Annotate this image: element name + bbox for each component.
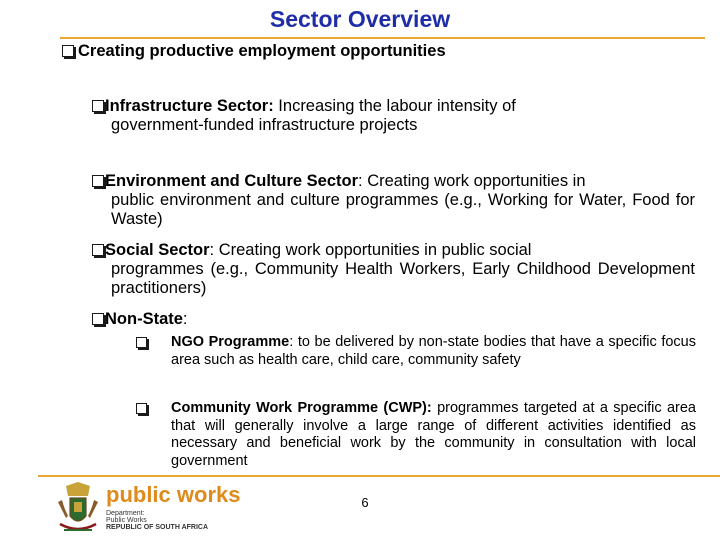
bullet-infrastructure bbox=[92, 97, 695, 135]
bullet-label: Non-State bbox=[105, 310, 183, 328]
bullet-text: : bbox=[182, 310, 188, 328]
checkbox-bullet-icon bbox=[92, 100, 104, 112]
bullet-text-continued: public environment and culture programmes (e.g., Working for Water, Food for Waste) bbox=[111, 191, 695, 228]
bullet-text-continued: government-funded infrastructure projects bbox=[111, 116, 418, 134]
title-divider bbox=[60, 37, 705, 39]
subbullet-text: : to be delivered by non-state bodies that have a specific focus area such as health care, child care, community safety bbox=[171, 334, 696, 368]
page-number: 6 bbox=[361, 495, 369, 510]
slide-title: Sector Overview bbox=[269, 6, 451, 32]
bullet-text: Increasing the labour intensity of bbox=[273, 97, 516, 115]
checkbox-bullet-icon bbox=[62, 45, 74, 57]
bullet-label: Social Sector bbox=[105, 241, 210, 259]
checkbox-bullet-icon bbox=[136, 403, 147, 414]
bullet-environment bbox=[92, 172, 695, 229]
brand-country: REPUBLIC OF SOUTH AFRICA bbox=[106, 524, 209, 531]
bullet-text-continued: programmes (e.g., Community Health Workers, Early Childhood Development practitioners) bbox=[111, 260, 695, 297]
subbullet-body bbox=[171, 334, 696, 369]
subbullet-cwp bbox=[136, 400, 696, 470]
bullet-non-state bbox=[92, 310, 695, 329]
brand-department: Department: bbox=[106, 510, 145, 517]
checkbox-bullet-icon bbox=[92, 244, 104, 256]
bullet-label: Environment and Culture Sector bbox=[105, 172, 359, 190]
subbullet-label: Community Work Programme (CWP): bbox=[171, 400, 432, 416]
brand-department-name: Public Works bbox=[106, 517, 147, 524]
main-heading bbox=[62, 42, 446, 61]
bullet-label: Infrastructure Sector: bbox=[105, 97, 274, 115]
checkbox-bullet-icon bbox=[92, 313, 104, 325]
bullet-text: : Creating work opportunities in public social bbox=[209, 241, 532, 259]
subbullet-ngo-programme bbox=[136, 334, 696, 369]
checkbox-bullet-icon bbox=[136, 337, 147, 348]
subbullet-body bbox=[171, 400, 696, 470]
bullet-text: : Creating work opportunities in bbox=[358, 172, 586, 190]
footer-divider bbox=[38, 475, 720, 477]
main-heading-text: Creating productive employment opportunities bbox=[78, 42, 446, 60]
subbullet-text: programmes targeted at a specific area that will generally involve a large range of different activities identified as necessary and beneficial work by the community in consultation with local government bbox=[171, 400, 696, 469]
bullet-social bbox=[92, 241, 695, 298]
brand-wordmark: public works bbox=[106, 482, 241, 507]
checkbox-bullet-icon bbox=[92, 175, 104, 187]
subbullet-label: NGO Programme bbox=[171, 334, 290, 350]
